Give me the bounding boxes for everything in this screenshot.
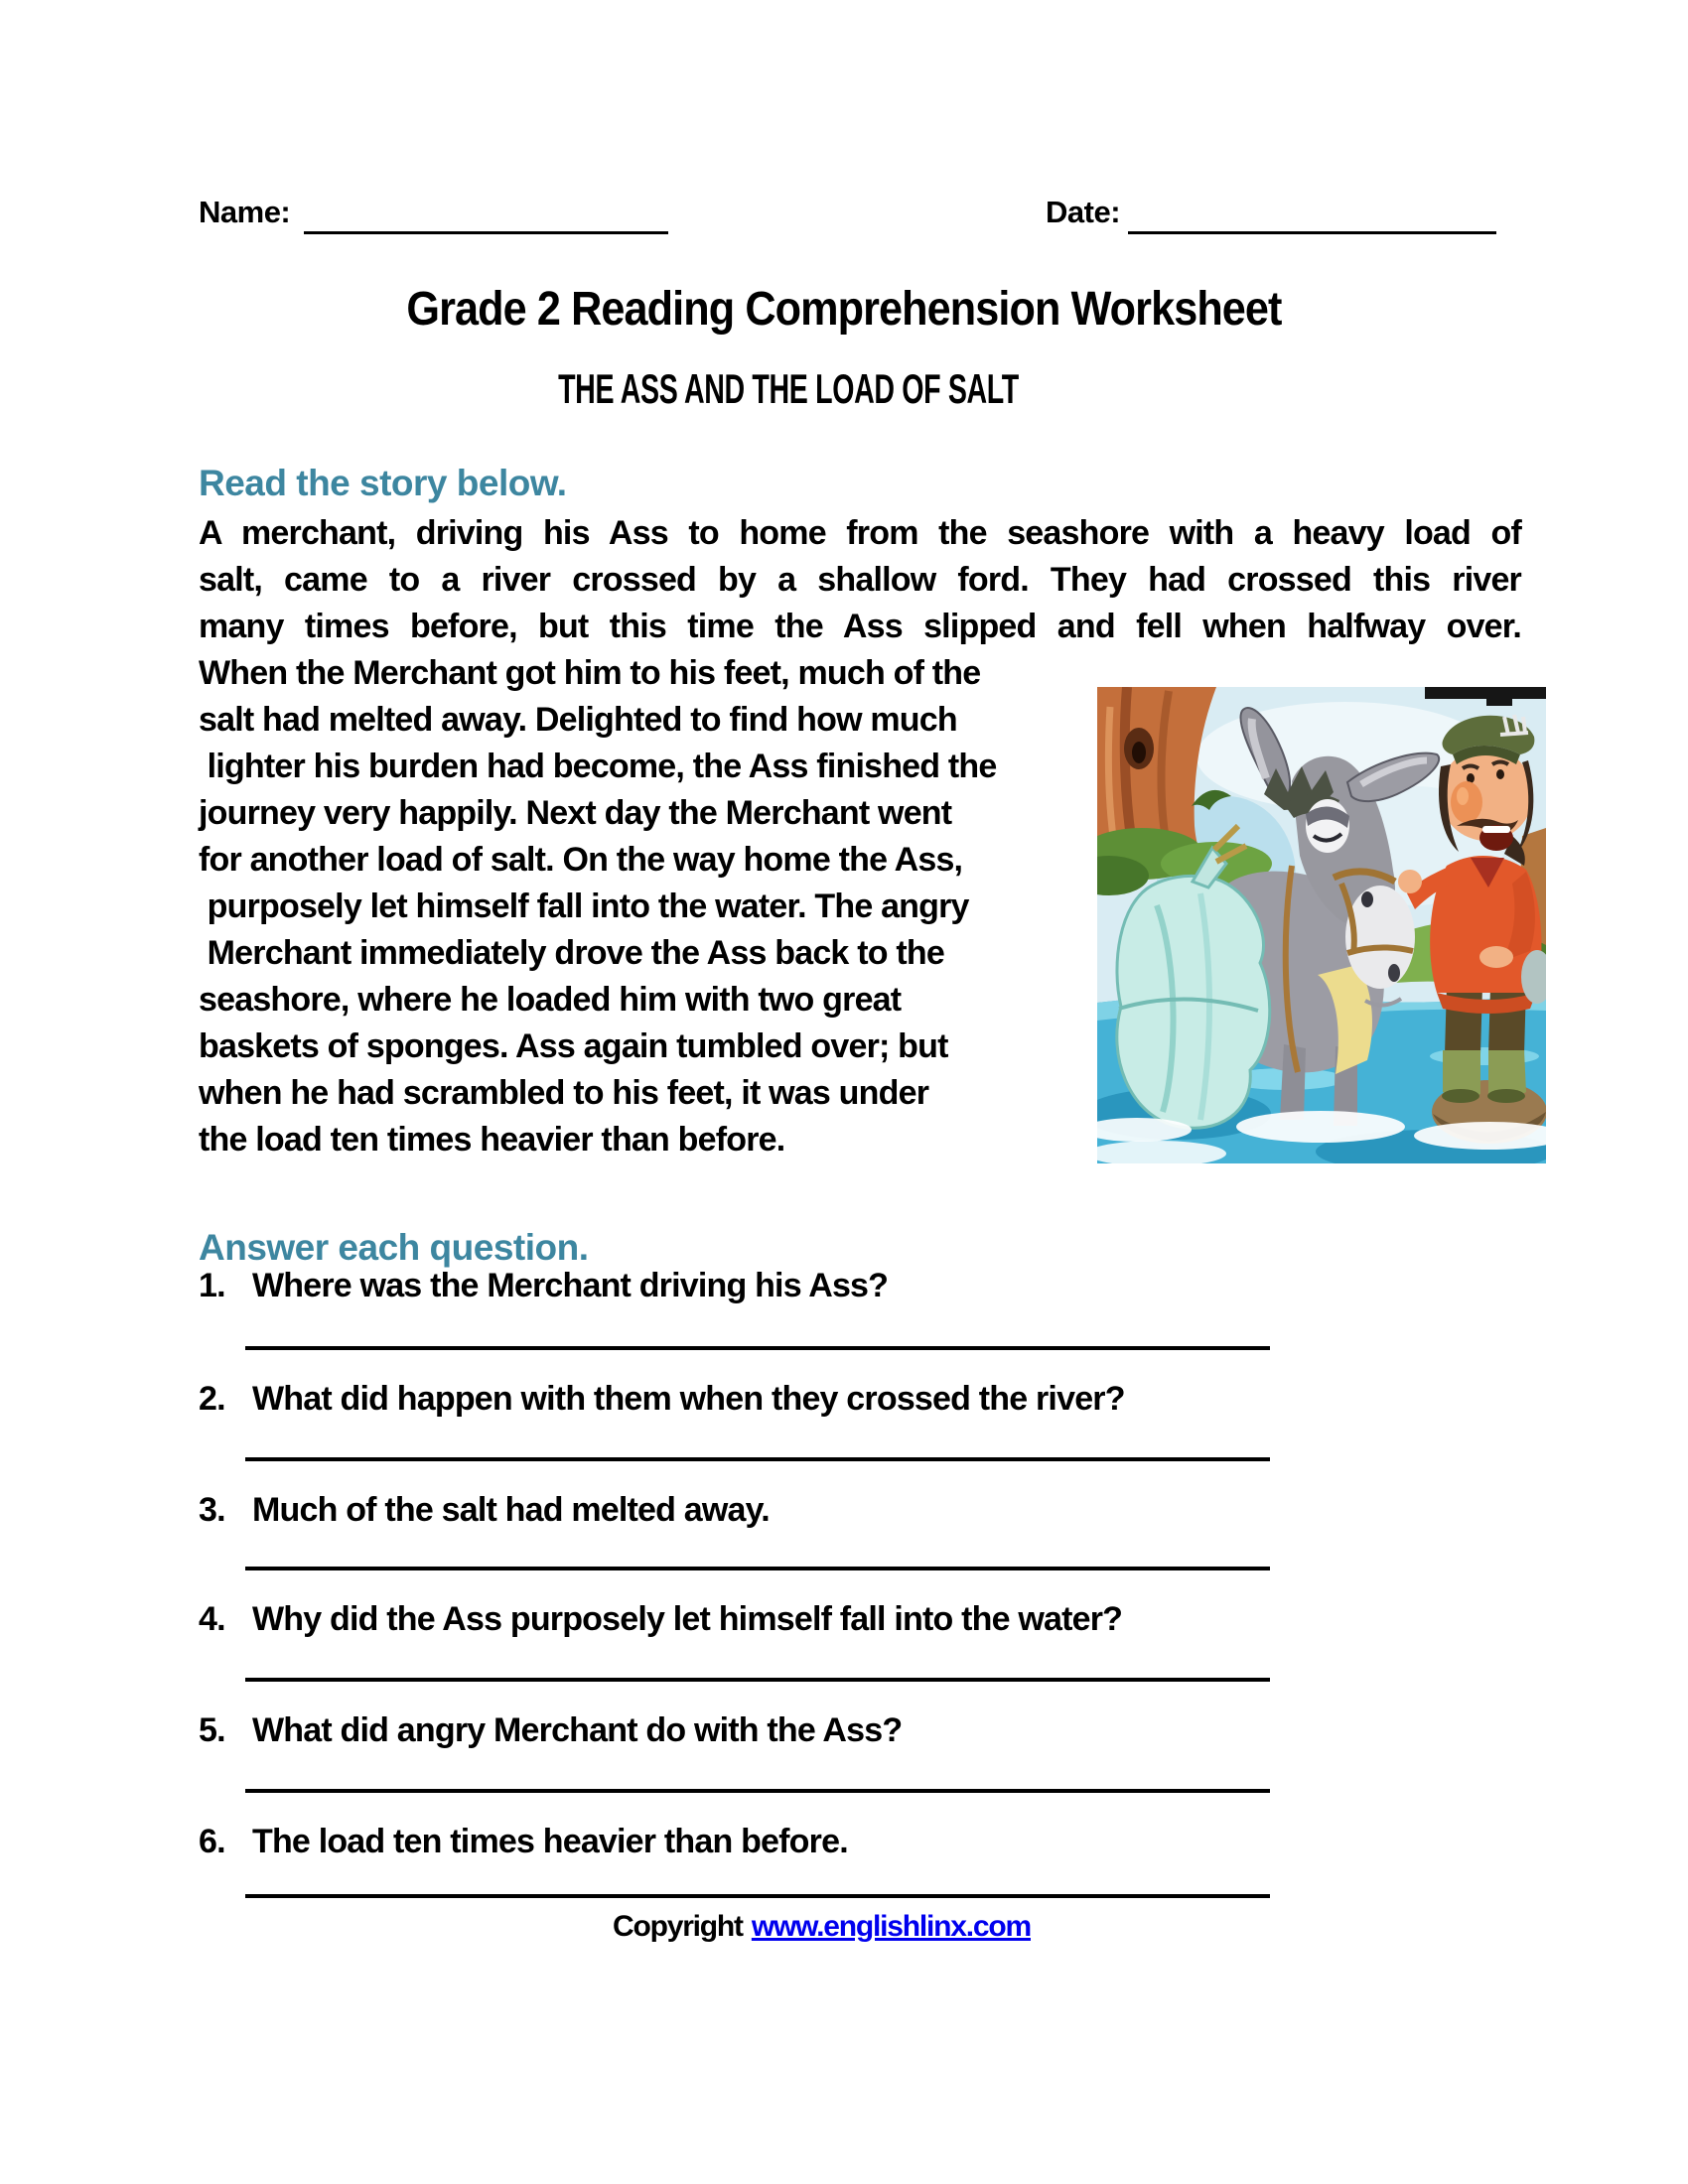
question-text: What did happen with them when they crossed the river? xyxy=(252,1380,1125,1418)
question-number: 3. xyxy=(199,1491,225,1529)
story-line: lighter his burden had become, the Ass finished the xyxy=(199,748,997,785)
copyright-footer xyxy=(199,1910,1445,1944)
story-line: for another load of salt. On the way home the Ass, xyxy=(199,841,963,879)
question-row xyxy=(199,1600,1122,1639)
question-text: Why did the Ass purposely let himself fall into the water? xyxy=(252,1600,1123,1638)
question-row xyxy=(199,1267,888,1305)
date-blank-line xyxy=(1128,231,1496,234)
story-line: many times before, but this time the Ass slipped and fell when halfway over. xyxy=(199,608,1521,645)
question-row xyxy=(199,1823,848,1861)
question-number: 2. xyxy=(199,1380,225,1418)
question-row xyxy=(199,1380,1125,1419)
answer-questions-prompt: Answer each question. xyxy=(199,1227,589,1268)
story-line: baskets of sponges. Ass again tumbled over; but xyxy=(199,1027,948,1065)
question-number: 5. xyxy=(199,1711,225,1749)
answer-blank-line xyxy=(245,1678,1270,1682)
story-illustration xyxy=(1097,687,1546,1163)
question-number: 4. xyxy=(199,1600,225,1638)
copyright-label: Copyright xyxy=(613,1910,743,1943)
copyright-link[interactable]: www.englishlinx.com xyxy=(751,1910,1031,1943)
story-line: salt, came to a river crossed by a shallow ford. They had crossed this river xyxy=(199,561,1521,599)
story-line: seashore, where he loaded him with two great xyxy=(199,981,902,1019)
story-line: When the Merchant got him to his feet, much of the xyxy=(199,654,981,692)
name-label: Name: xyxy=(199,195,291,229)
question-text: What did angry Merchant do with the Ass? xyxy=(252,1711,903,1749)
question-row xyxy=(199,1491,770,1530)
story-line: when he had scrambled to his feet, it was under xyxy=(199,1074,929,1112)
question-number: 1. xyxy=(199,1267,225,1304)
name-blank-line xyxy=(304,231,668,234)
question-text: Much of the salt had melted away. xyxy=(252,1491,770,1529)
question-text: Where was the Merchant driving his Ass? xyxy=(252,1267,889,1304)
read-story-prompt: Read the story below. xyxy=(199,463,567,503)
answer-blank-line xyxy=(245,1567,1270,1570)
question-number: 6. xyxy=(199,1823,225,1860)
answer-blank-line xyxy=(245,1789,1270,1793)
answer-blank-line xyxy=(245,1346,1270,1350)
question-row xyxy=(199,1711,902,1750)
story-line: journey very happily. Next day the Merchant went xyxy=(199,794,952,832)
story-line: purposely let himself fall into the water. The angry xyxy=(199,887,969,925)
story-line: A merchant, driving his Ass to home from the seashore with a heavy load of xyxy=(199,514,1521,552)
story-line: salt had melted away. Delighted to find how much xyxy=(199,701,957,739)
answer-blank-line xyxy=(245,1457,1270,1461)
story-title: THE ASS AND THE LOAD OF SALT xyxy=(558,365,1019,412)
answer-blank-line xyxy=(245,1894,1270,1898)
question-text: The load ten times heavier than before. xyxy=(252,1823,848,1860)
story-line: Merchant immediately drove the Ass back to the xyxy=(199,934,944,972)
page-title: Grade 2 Reading Comprehension Worksheet xyxy=(406,283,1282,336)
date-label: Date: xyxy=(1046,195,1121,229)
story-line: the load ten times heavier than before. xyxy=(199,1121,785,1159)
